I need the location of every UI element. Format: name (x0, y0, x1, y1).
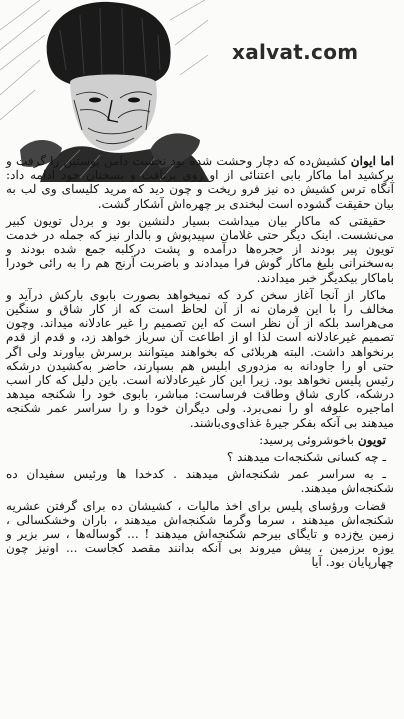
dialogue-intro (6, 433, 394, 447)
speaker-line: باخوشروئی پرسید: (259, 432, 355, 447)
paragraph-3: ماکار از آنجا آغاز سخن کرد که نمیخواهد بصورت بابوی بارکش درآید و مخالف را با این فرمان نه از آن لحاظ است که از کار شاق و سنگین می‌هراسد بلکه از آن نظر است که این تصمیم را غیر عادلانه میداند. وچون تصمیم غیرعادلانه است لذا او از اطاعت آن سرباز خواهد زد، و قدم از قدم برنخواهد داشت. البته هربلائی که بخواهند میتوانند برسرش بیاورند ولی اگر حتی او را جاودانه به مزدوری ابلیس هم بسپارند، حاضر به‌کشیدن درشکه رئیس پلیس نخواهد بود. زیرا این کار غیرعادلانه است. باین دلیل که کار اسب درشکه، کاری شاق وطاقت فرساست: مباشر، بابوی خود را شکنجه میدهد اماجیره علوفه او را نمی‌برد. ولی دیگران خودا و را سراسر عمر شکنجه میدهند بی آنکه بفکر جیرهٔ غذای‌وی‌باشند. (6, 287, 394, 430)
paragraph-lead: اما ایوان (350, 154, 394, 168)
speaker-name: تویون (357, 432, 386, 447)
dialogue-question: ـ چه کسانی شکنجه‌ات میدهند ؟ (226, 450, 386, 465)
paragraph-text: کشیش‌ده که دچار وحشت شده بود نخست دامن پوستین را گرفت و برکشید اما ماکار بابی اعتنائی از او روی برتافت و بسخنان خود ادامه داد: آنگاه ترس کشیش ده نیز فرو ریخت و چون دید که مرید کلیسای وی لب به بیان حقیقت گشوده است لبخندی بر چهره‌اش آشکار گشت. (6, 154, 394, 211)
paragraph-2: حقیقتی که ماکار بیان میداشت بسیار دلنشین بود و بردل تویون کبیر می‌نشست. اینک دیگر حتی غلامان سپیدپوش و بالدار نیز که جمله در خدمت تویون پیر بودند از حجره‌ها درآمده و پشت درکلبه جمع شده بودند و به‌سخنرانی بلیغ ماکار گوش فرا میدادند و باضربت آرنج هم را به رائی خودرا باماکار بیکدیگر خبر میدادند. (6, 213, 394, 285)
paragraph-4: قضات ورؤسای پلیس برای اخذ مالیات ، کشیشان ده برای گرفتن عشریه شکنجه‌اش میدهند ، سرما وگرما شکنجه‌اش میدهند ، باران وخشکسالی ، زمین یخ‌زده و تایگای بیرحم شکنجه‌اش میدهند ! ... گوساله‌ها ، سر بزیر و یوزه برزمین ، پیش میروند بی آنکه بدانند مقصد کجاست ... اونیز چون چهارپایان بود. آیا (6, 498, 394, 570)
article-body (6, 154, 394, 573)
dialogue-answer: ـ به سراسر عمر شکنجه‌اش میدهند . کدخدا ها ورئیس سفیدان ده شکنجه‌اش میدهند. (6, 467, 394, 496)
watermark-text: xalvat.com (232, 40, 359, 64)
paragraph-1 (6, 154, 394, 211)
